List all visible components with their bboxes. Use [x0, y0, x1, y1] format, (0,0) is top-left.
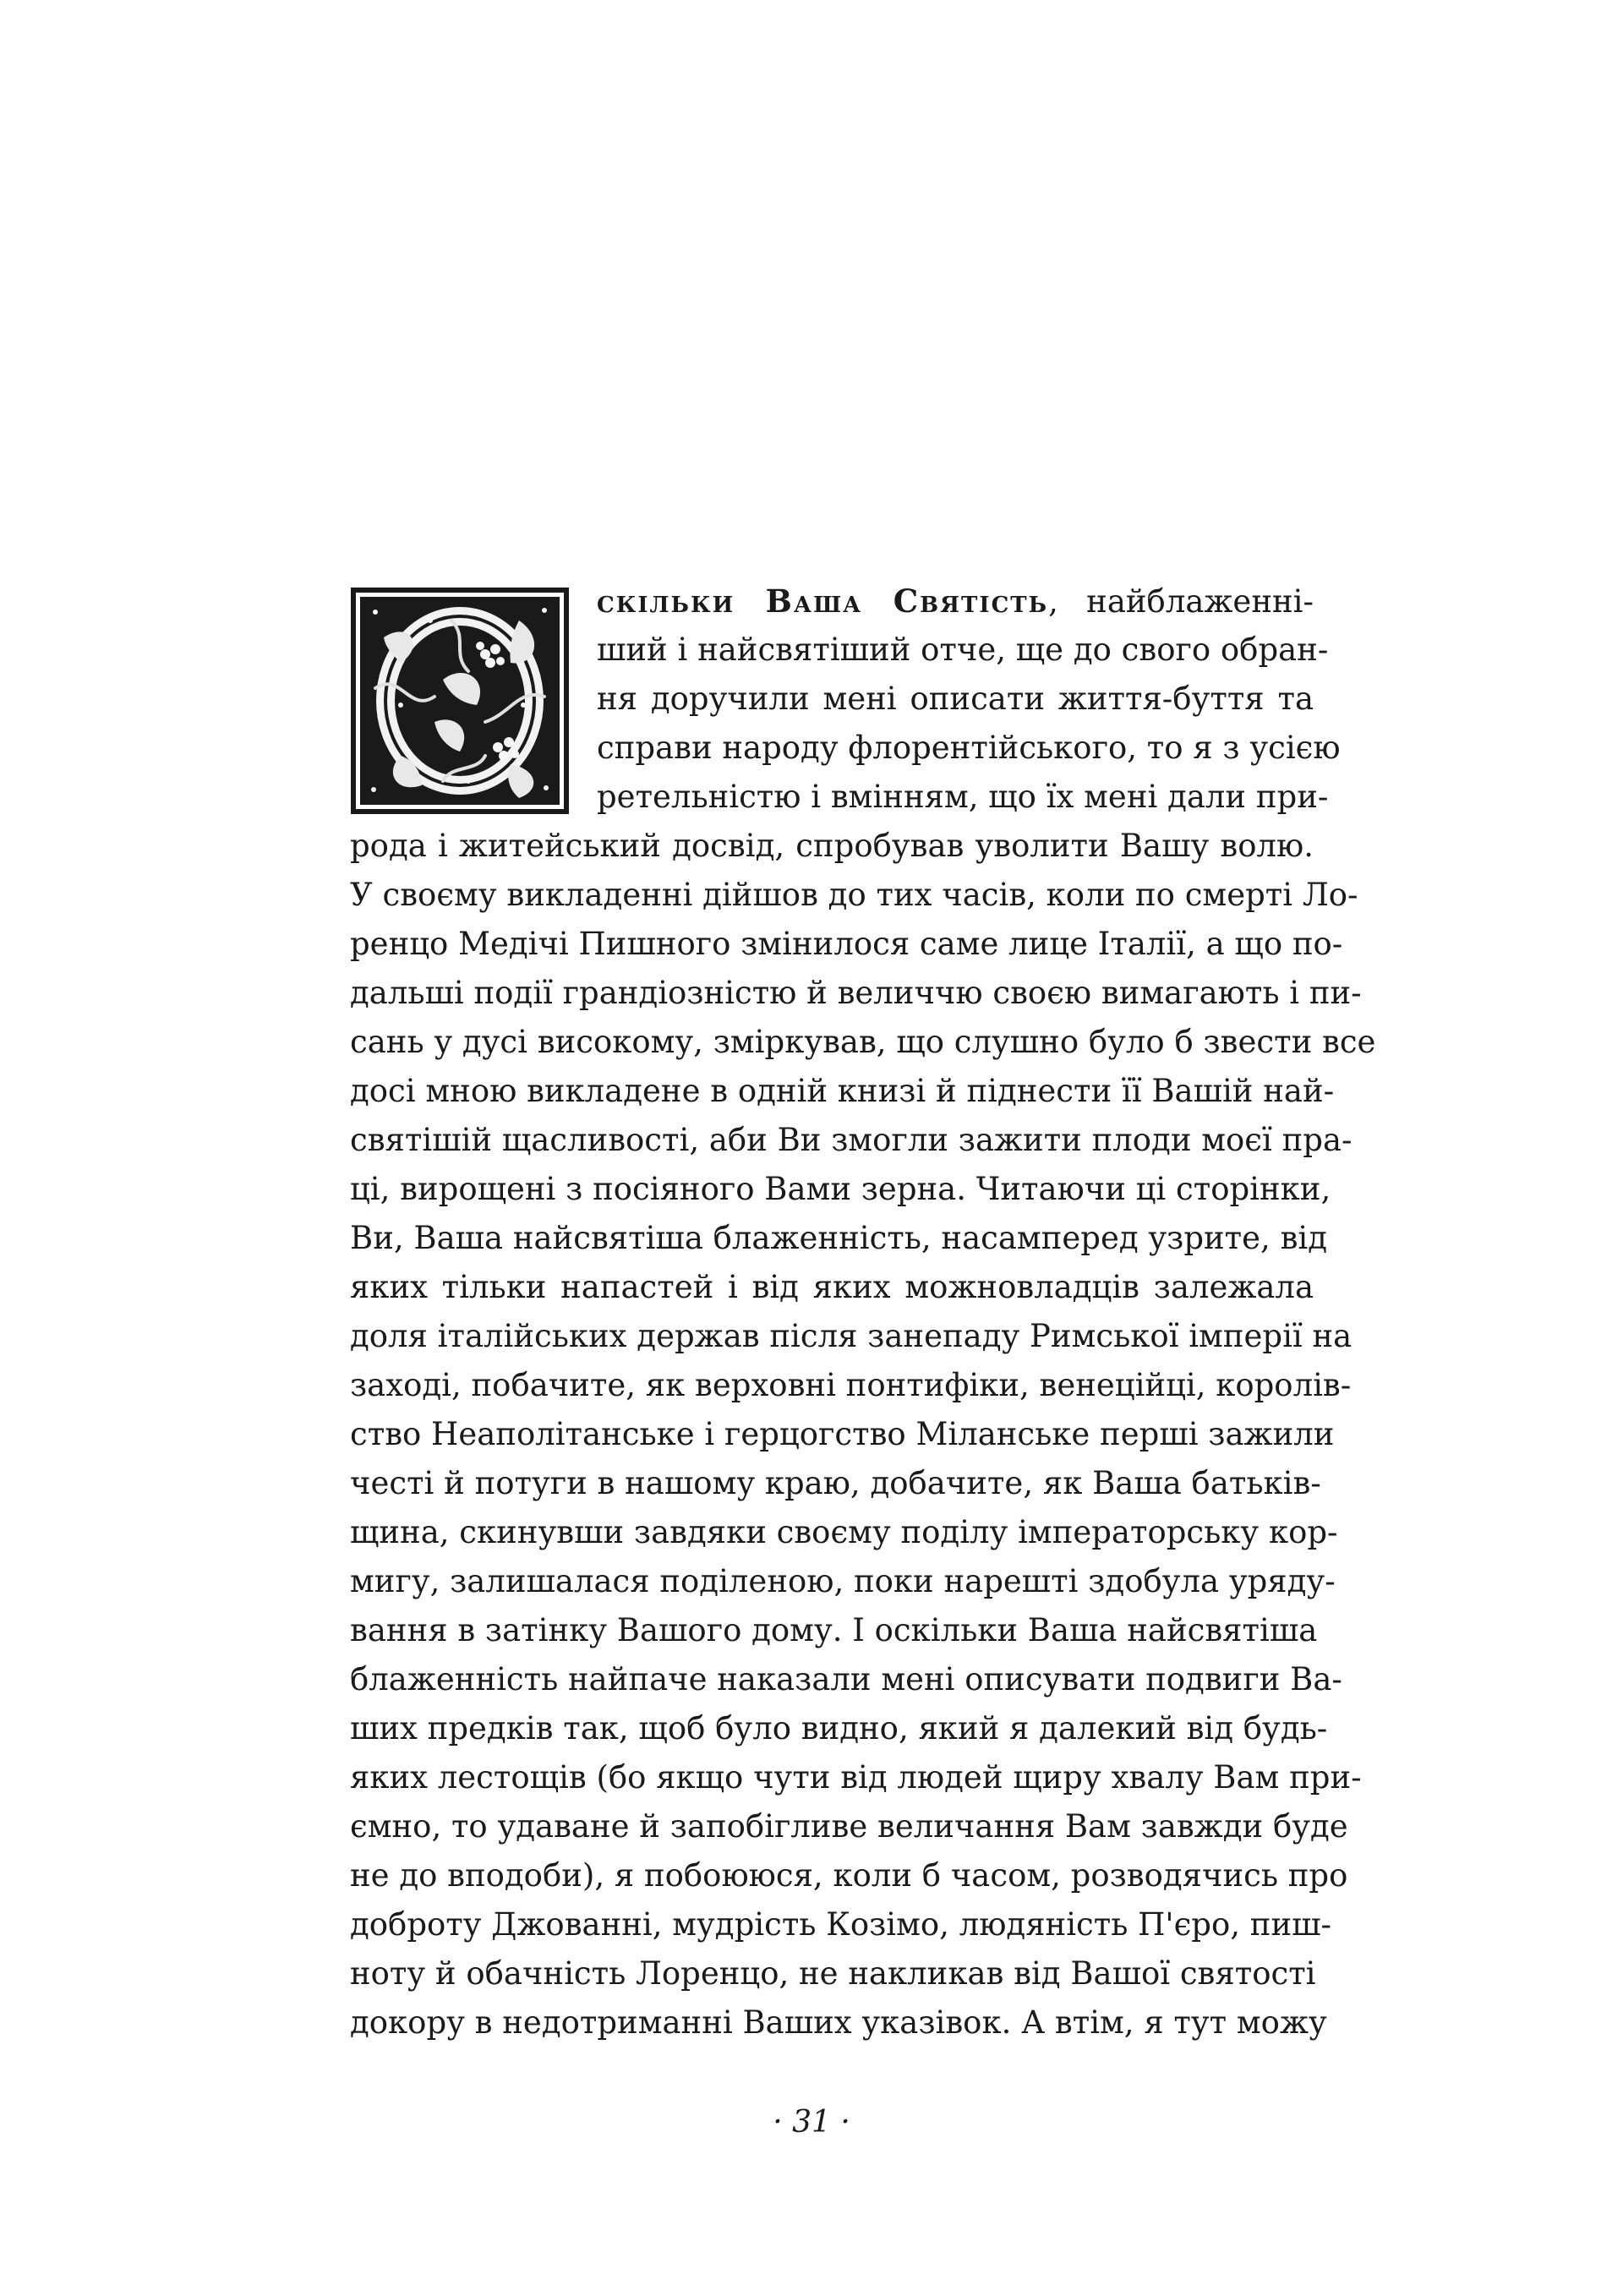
- text-line: мигу, залишалася поділеною, поки нарешті здобула уряду-: [350, 1563, 1336, 1599]
- text-line: святішій щасливості, аби Ви змогли зажити плоди моєї пра-: [350, 1122, 1352, 1158]
- text-line: яких тільки напастей і від яких можновладців залежала: [350, 1269, 1314, 1305]
- text-line: сань у дусі високому, зміркував, що слушно було б звести все: [350, 1024, 1376, 1060]
- lead-in: скільки Ваша Святість: [597, 582, 1049, 620]
- page-number: · 31 ·: [773, 2105, 850, 2140]
- text-line: ших предків так, щоб було видно, який я далекий від будь-: [350, 1710, 1328, 1747]
- text-line: заході, побачите, як верховні понтифіки, венеційці, королів-: [350, 1367, 1352, 1403]
- text-line-first: [597, 577, 1314, 626]
- text-line: ренцо Медічі Пишного змінилося саме лице Італії, а що по-: [350, 926, 1343, 962]
- text-line: ноту й обачність Лоренцо, не накликав від Вашої святості: [350, 1955, 1316, 1992]
- text-line: вання в затінку Вашого дому. І оскільки Ваша найсвятіша: [350, 1612, 1318, 1648]
- text-line: ємно, то удаване й запобігливе величання Вам завжди буде: [350, 1808, 1348, 1845]
- text-line: доброту Джованні, мудрість Козімо, людяність П'єро, пиш-: [350, 1906, 1332, 1943]
- text-line: яких лестощів (бо якщо чути від людей щиру хвалу Вам при-: [350, 1759, 1362, 1796]
- text-line: , найблаженні-: [1048, 583, 1314, 620]
- text-line: доля італійських держав після занепаду Римської імперії на: [350, 1318, 1352, 1354]
- text-line: докору в недотриманні Ваших указівок. А втім, я тут можу: [350, 2004, 1327, 2041]
- text-line: щина, скинувши завдяки своєму поділу імператорську кор-: [350, 1514, 1338, 1550]
- text-line: справи народу флорентійського, то я з усією: [597, 730, 1341, 766]
- text-line: У своєму викладенні дійшов до тих часів, коли по смерті Ло-: [350, 877, 1358, 913]
- text-line: ня доручили мені описати життя-буття та: [597, 681, 1314, 717]
- text-line: ший і найсвятіший отче, ще до свого обран-: [597, 631, 1329, 668]
- text-line: рода і житейський досвід, спробував уволити Вашу волю.: [350, 828, 1314, 864]
- text-line: Ви, Ваша найсвятіша блаженність, насамперед узрите, від: [350, 1220, 1328, 1256]
- text-line: честі й потуги в нашому краю, добачите, як Ваша батьків-: [350, 1465, 1321, 1501]
- text-line: ці, вирощені з посіяного Вами зерна. Читаючи ці сторінки,: [350, 1171, 1331, 1207]
- text-line: ретельністю і вмінням, що їх мені дали при-: [597, 779, 1329, 815]
- text-line: не до вподоби), я побоююся, коли б часом, розводячись про: [350, 1857, 1348, 1894]
- body-text: [350, 577, 1376, 2047]
- text-line: ство Неаполітанське і герцогство Міланське перші зажили: [350, 1416, 1335, 1452]
- text-line: досі мною викладене в одній книзі й піднести її Вашій най-: [350, 1073, 1335, 1109]
- text-line: дальші події грандіозністю й величчю своєю вимагають і пи-: [350, 975, 1362, 1011]
- text-line: блаженність найпаче наказали мені описувати подвиги Ва-: [350, 1661, 1342, 1697]
